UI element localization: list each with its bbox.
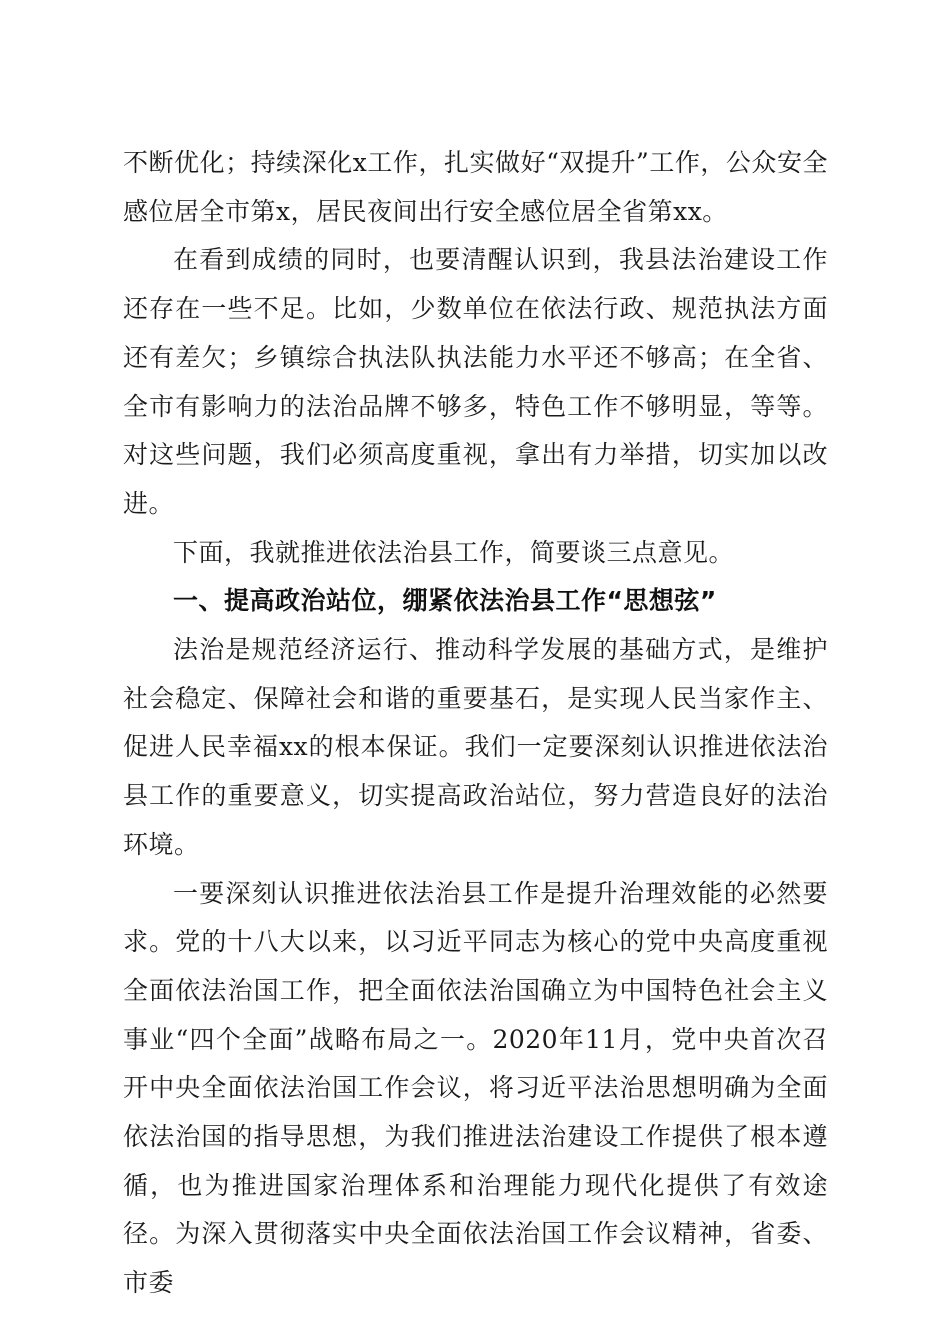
paragraph-transition: 下面，我就推进依法治县工作，简要谈三点意见。 [173, 537, 735, 567]
paragraph-shortcomings: 在看到成绩的同时，也要清醒认识到，我县法治建设工作还存在一些不足。比如，少数单位在依法行政、规范执法方面还有差欠；乡镇综合执法队执法能力水平还不够高；在全省、全市有影响力的法治品牌不够多，特色工作不够明显，等等。对这些问题，我们必须高度重视，拿出有力举措，切实加以改进。 [123, 245, 828, 518]
document-body [123, 139, 828, 1308]
paragraph-rule-of-law-importance: 法治是规范经济运行、推动科学发展的基础方式，是维护社会稳定、保障社会和谐的重要基石，是实现人民当家作主、促进人民幸福xx的根本保证。我们一定要深刻认识推进依法治县工作的重要意义，切实提高政治站位，努力营造良好的法治环境。 [123, 635, 828, 859]
paragraph-first-requirement: 一要深刻认识推进依法治县工作是提升治理效能的必然要求。党的十八大以来，以习近平同志为核心的党中央高度重视全面依法治国工作，把全面依法治国确立为中国特色社会主义事业“四个全面”战略布局之一。2020年11月，党中央首次召开中央全面依法治国工作会议，将习近平法治思想明确为全面依法治国的指导思想，为我们推进法治建设工作提供了根本遵循，也为推进国家治理体系和治理能力现代化提供了有效途径。为深入贯彻落实中央全面依法治国工作会议精神，省委、市委 [123, 878, 828, 1298]
section-heading-1: 一、提高政治站位，绷紧依法治县工作“思想弦” [173, 586, 717, 616]
paragraph-intro-continuation: 不断优化；持续深化x工作，扎实做好“双提升”工作，公众安全感位居全市第x，居民夜间出行安全感位居全省第xx。 [123, 148, 828, 226]
